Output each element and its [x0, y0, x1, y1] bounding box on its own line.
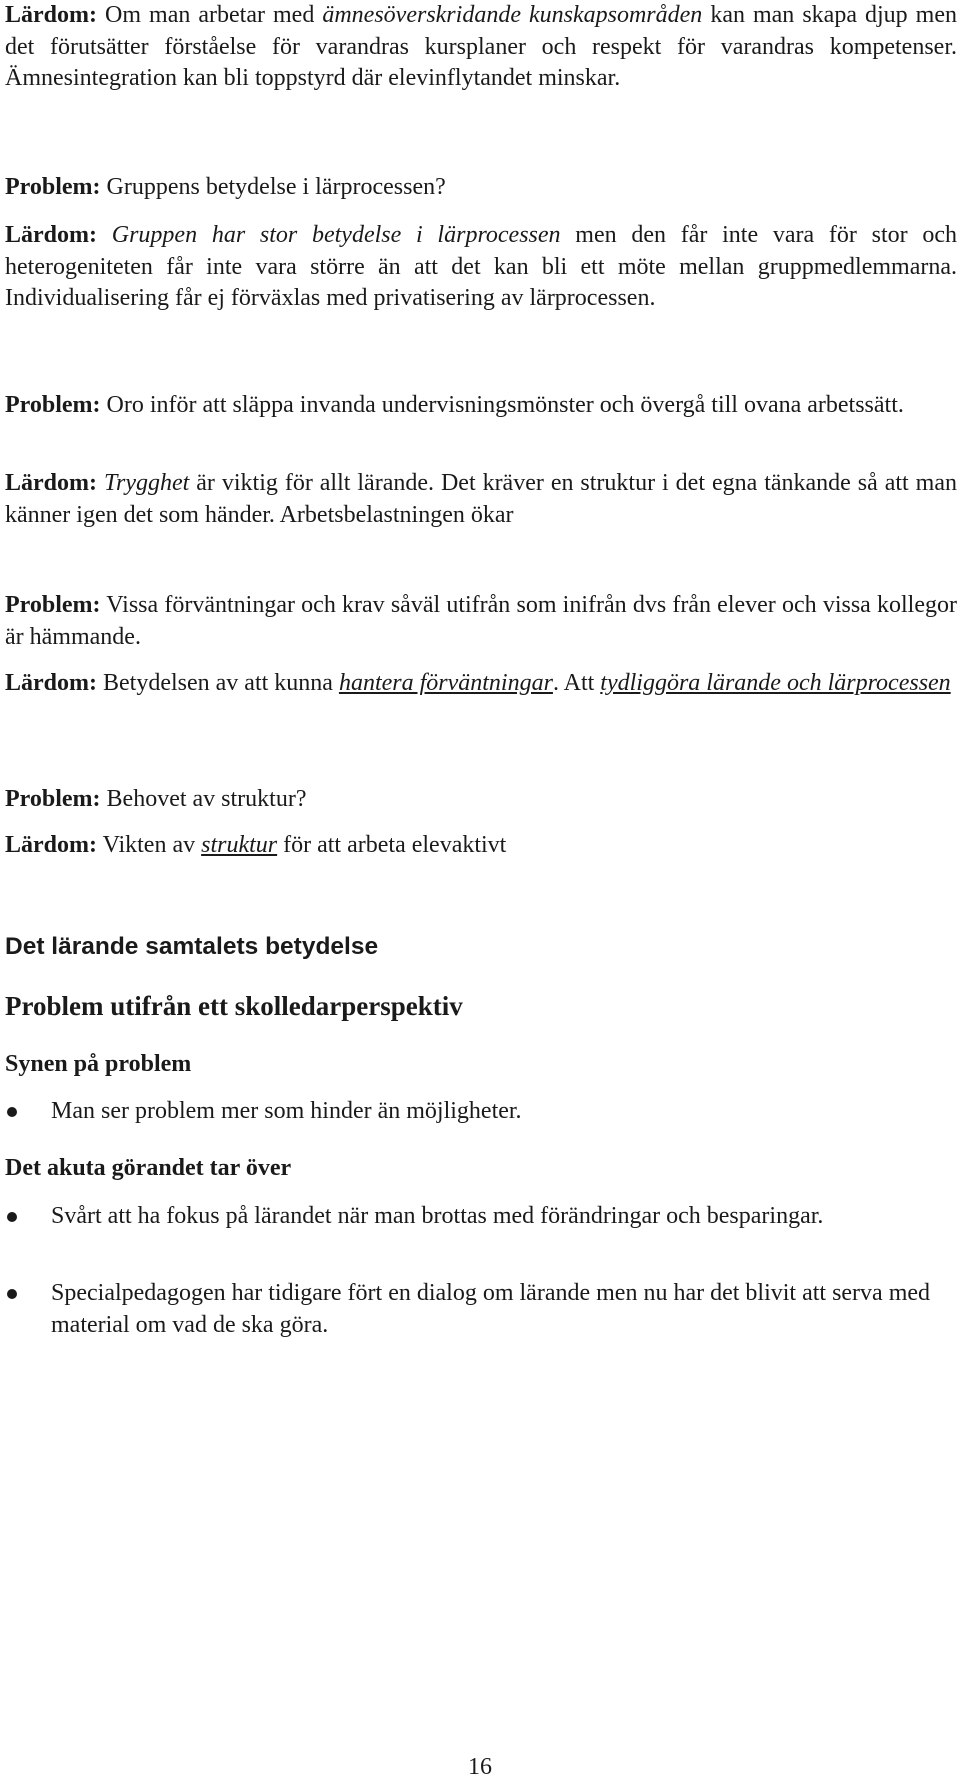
lesson-label: Lärdom:	[5, 670, 97, 696]
list-item: Specialpedagogen har tidigare fört en dialog om lärande men nu har det blivit att serva med material om vad de ska göra.	[5, 1278, 957, 1341]
lesson-paragraph-3: Lärdom: Trygghet är viktig för allt lärande. Det kräver en struktur i det egna tänkande så att man känner igen det som händer. Arbetsbelastningen ökar	[5, 470, 958, 528]
problem-paragraph-3: Problem: Vissa förväntningar och krav såväl utifrån som inifrån dvs från elever och vissa kollegor är hämmande.	[5, 592, 957, 650]
lesson-label: Lärdom:	[5, 470, 97, 496]
problem-paragraph-4: Problem: Behovet av struktur?	[5, 786, 307, 812]
lesson-paragraph-2: Lärdom: Gruppen har stor betydelse i lärprocessen men den får inte vara för stor och heterogeniteten får inte vara större än att det kan bli ett möte mellan gruppmedlemmarna. Individualisering får ej förväxlas med privatisering av lärprocessen.	[5, 222, 958, 311]
problem-label: Problem:	[5, 592, 101, 618]
subheading: Problem utifrån ett skolledarperspektiv	[5, 991, 463, 1021]
page-number: 16	[468, 1754, 492, 1780]
list-item: Man ser problem mer som hinder än möjligheter.	[5, 1096, 957, 1128]
bullet-icon	[7, 1212, 17, 1222]
group-heading-1: Synen på problem	[5, 1051, 192, 1077]
lesson-paragraph-4: Lärdom: Betydelsen av att kunna hantera förväntningar. Att tydliggöra lärande och lärprocessen	[5, 670, 951, 696]
problem-label: Problem:	[5, 786, 101, 812]
problem-label: Problem:	[5, 392, 101, 418]
lesson-paragraph-1: Lärdom: Om man arbetar med ämnesöverskridande kunskapsområden kan man skapa djup men det förutsätter förståelse för varandras kursplaner och respekt för varandras kompetenser. Ämnesintegration kan bli toppstyrd där elevinflytandet minskar.	[5, 2, 957, 91]
lesson-label: Lärdom:	[5, 2, 97, 28]
section-heading: Det lärande samtalets betydelse	[5, 933, 379, 960]
list-item: Svårt att ha fokus på lärandet när man brottas med förändringar och besparingar.	[5, 1201, 957, 1233]
problem-paragraph-1: Problem: Gruppens betydelse i lärprocessen?	[5, 174, 446, 200]
group-heading-2: Det akuta görandet tar över	[5, 1155, 292, 1181]
lesson-paragraph-5: Lärdom: Vikten av struktur för att arbeta elevaktivt	[5, 832, 507, 858]
lesson-label: Lärdom:	[5, 832, 97, 858]
lesson-label: Lärdom:	[5, 222, 97, 248]
bullet-icon	[7, 1107, 17, 1117]
problem-label: Problem:	[5, 174, 101, 200]
problem-paragraph-2: Problem: Oro inför att släppa invanda undervisningsmönster och övergå till ovana arbetssätt.	[5, 392, 904, 418]
bullet-icon	[7, 1289, 17, 1299]
